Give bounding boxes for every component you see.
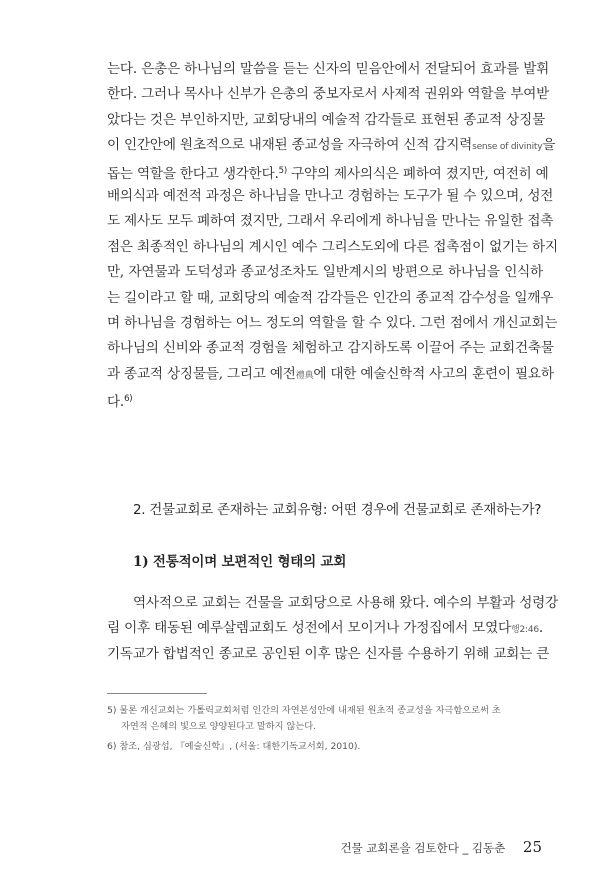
page-number: 25 [522,838,542,856]
text-line-tail: 에 대한 예술신학적 사고의 훈련이 필요하 [313,365,554,382]
footnote-ref-6[interactable]: 6) [124,394,133,405]
text-line-tail: 을 [542,137,556,154]
footnote-6 [107,739,543,755]
footnote-text: 참조, 심광섭, 『예술신학』, (서울: 대한기독교서회, 2010). [119,741,361,752]
text-line: 점은 최종적인 하나님의 계시인 예수 그리스도외에 다른 접촉점이 없기는 하지 [107,238,558,255]
sub-heading: 1) 전통적이며 보편적인 형태의 교회 [133,554,347,570]
text-line-body: 림 이후 태동된 예루살렘교회도 성전에서 모이거나 가정집에서 모였다 [107,620,511,637]
footnote-5 [107,703,543,735]
text-line-body: 과 종교적 상징물들, 그리고 예전 [107,365,296,382]
text-line-tail: . [538,620,543,637]
footnote-continuation: 자연적 은혜의 빛으로 양양된다고 말하지 않는다. [121,721,317,732]
text-line [107,133,556,158]
footnotes [107,703,543,759]
gloss-hanja: 禮典 [295,370,314,381]
text-line-body: 이 인간안에 원초적으로 내재된 종교성을 자극하여 신적 감지력 [107,137,473,154]
text-line: 며 하나님을 경험하는 어느 정도의 역할을 할 수 있다. 그런 점에서 개신교회는 [107,314,558,331]
text-line: 배의식과 예전적 과정은 하나님을 만나고 경험하는 도구가 될 수 있으며, 성전 [107,187,554,204]
running-title: 건물 교회론을 검토한다 _ 김동춘 [340,841,506,855]
gloss-acts-reference: 행2:46 [510,625,539,636]
text-line: 하나님의 신비와 종교적 경험을 체험하고 감지하도록 이끌어 주는 교회건축물 [107,340,554,357]
footnote-number: 5) [107,705,117,716]
text-line: 만, 자연물과 도덕성과 종교성조차도 일반계시의 방편으로 하나님을 인식하 [107,264,543,281]
text-line: 역사적으로 교회는 건물을 교회당으로 사용해 왔다. 예수의 부활과 성령강 [133,595,559,611]
section-heading: 2. 건물교회로 존재하는 교회유형: 어떤 경우에 건물교회로 존재하는가? [133,502,542,518]
text-line: 는 길이라고 할 때, 교회당의 예술적 감각들은 인간의 종교적 감수성을 일깨우 [107,289,554,306]
text-line: 기독교가 합법적인 종교로 공인된 이후 많은 신자를 수용하기 위해 교회는 큰 [107,645,550,662]
text-line: 는다. 은총은 하나님의 말씀을 듣는 신자의 믿음안에서 전달되어 효과를 발휘 [107,61,550,77]
text-line [107,362,554,387]
text-line: 한다. 그러나 목사나 신부가 은총의 중보자로서 사제적 권위와 역할을 부여받 [107,86,550,103]
footnote-number: 6) [107,741,117,752]
text-line-body: 돕는 역할을 한다고 생각한다. [107,165,279,182]
gloss-sense-of-divinity: sense of divinity [472,142,543,153]
text-line-tail: 구약의 제사의식은 폐하여 졌지만, 여전히 예 [287,165,549,182]
paragraph-1 [107,57,558,412]
text-line: 았다는 것은 부인하지만, 교회당내의 예술적 감각들로 표현된 종교적 상징물 [107,111,545,128]
page-footer [340,838,542,856]
footnote-ref-5[interactable]: 5) [278,165,287,176]
text-line: 도 제사도 모두 폐하여 졌지만, 그래서 우리에게 하나님을 만나는 유일한 접촉 [107,213,554,230]
text-line [107,159,549,184]
footnote-text: 물론 개신교회는 가톨릭교회처럼 인간의 자연본성안에 내재된 원초적 종교성을 자극함으로써 초 [119,705,501,716]
text-line [107,616,543,641]
text-line-body: 다. [107,394,125,411]
paragraph-2 [107,591,559,667]
footnote-divider [107,693,207,694]
text-line [107,387,543,412]
